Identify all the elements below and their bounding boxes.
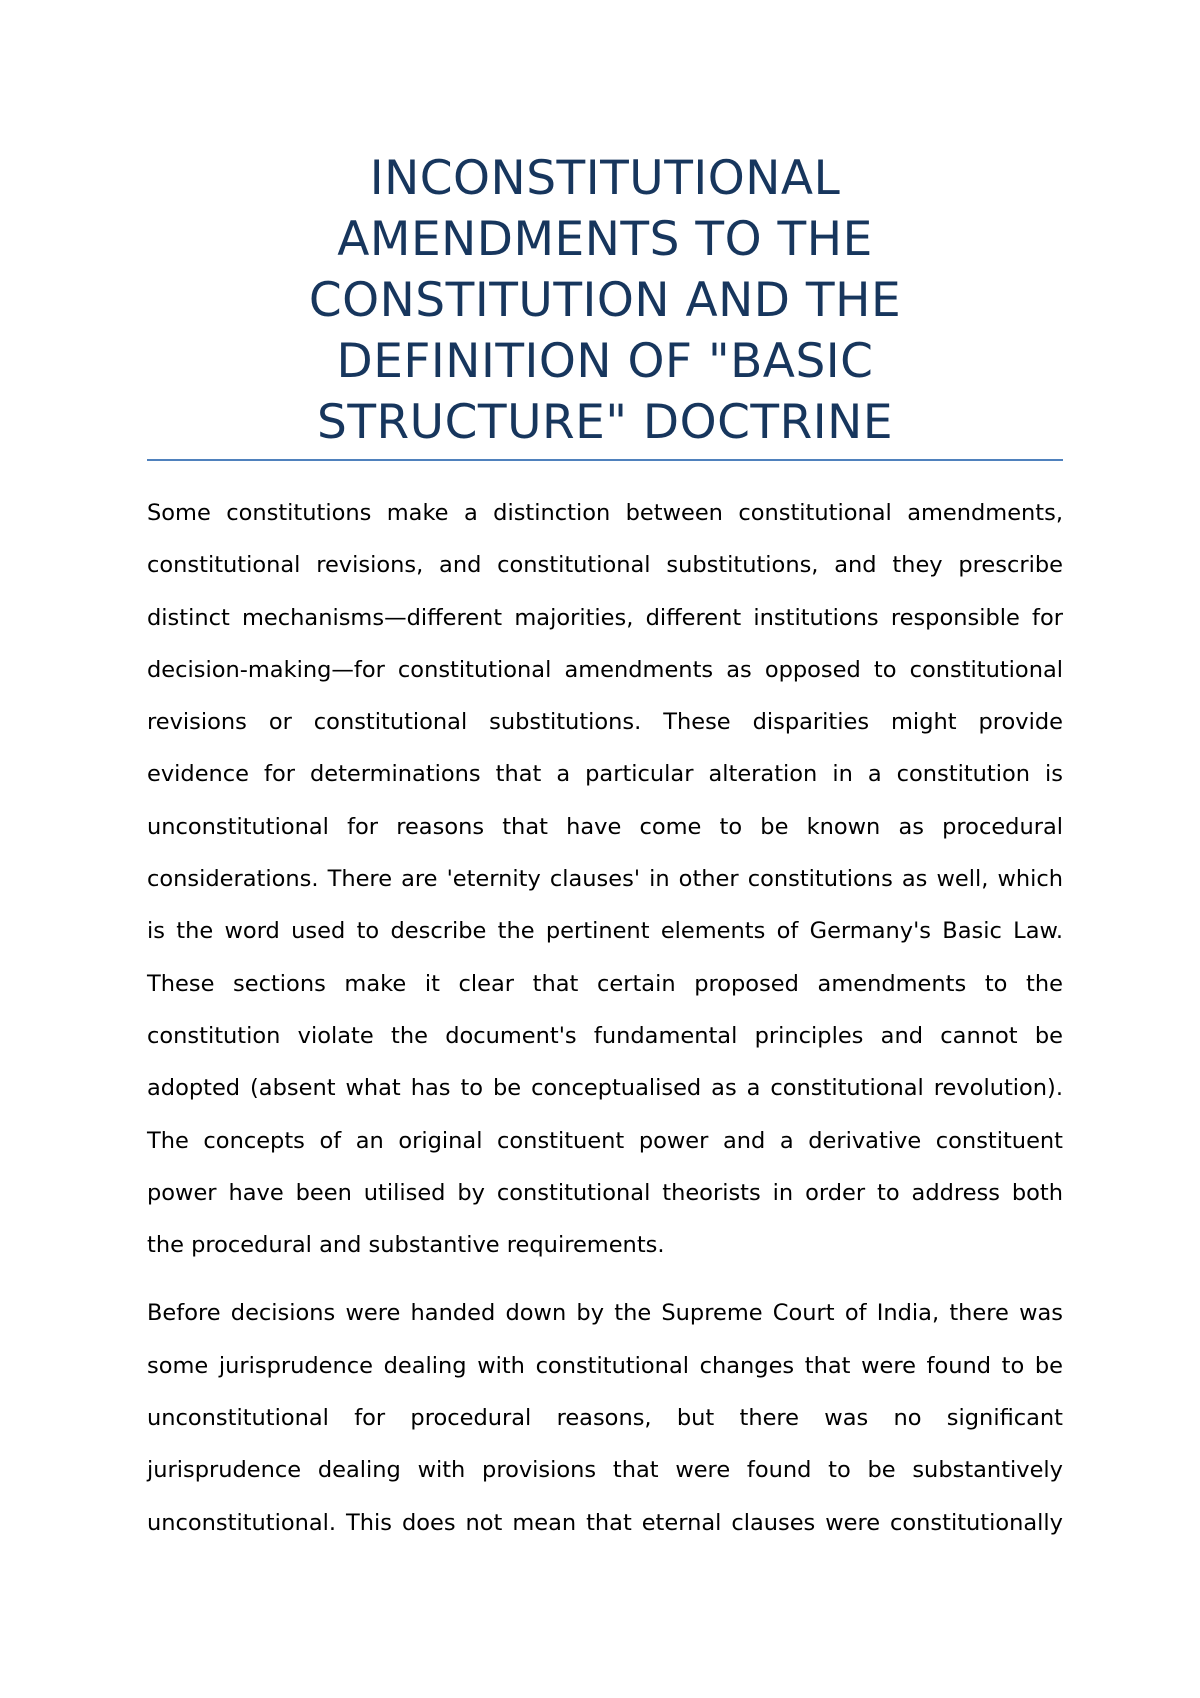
title-line: INCONSTITUTIONAL: [369, 151, 841, 206]
text-line: unconstitutional for procedural reasons, but there was no significant: [147, 1405, 1063, 1432]
text-line: distinct mechanisms—different majorities, different institutions responsible for: [147, 604, 1063, 631]
text-line: Before decisions were handed down by the Supreme Court of India, there was: [147, 1300, 1063, 1327]
paragraph-1: [147, 487, 1063, 1271]
paragraph-2: [147, 1287, 1063, 1548]
title-line: AMENDMENTS TO THE: [337, 212, 873, 267]
document-title: [147, 148, 1063, 453]
text-line: jurisprudence dealing with provisions that were found to be substantively: [147, 1457, 1063, 1484]
text-line: considerations. There are 'eternity clauses' in other constitutions as well, which: [147, 866, 1063, 893]
title-line: STRUCTURE" DOCTRINE: [316, 395, 894, 450]
text-line: constitution violate the document's fundamental principles and cannot be: [147, 1022, 1063, 1049]
text-line: Some constitutions make a distinction between constitutional amendments,: [147, 500, 1063, 526]
text-line: The concepts of an original constituent power and a derivative constituent: [147, 1127, 1063, 1154]
title-divider: [147, 459, 1063, 461]
text-line: revisions or constitutional substitutions. These disparities might provide: [147, 709, 1063, 736]
text-line: power have been utilised by constitutional theorists in order to address both: [147, 1179, 1063, 1206]
text-line: unconstitutional for reasons that have come to be known as procedural: [147, 813, 1063, 840]
text-line: evidence for determinations that a particular alteration in a constitution is: [147, 761, 1063, 788]
text-line: the procedural and substantive requirements.: [147, 1232, 665, 1259]
title-line: CONSTITUTION AND THE: [308, 273, 902, 328]
text-line: is the word used to describe the pertinent elements of Germany's Basic Law.: [147, 918, 1063, 945]
text-line: unconstitutional. This does not mean that eternal clauses were constitutionally: [147, 1509, 1063, 1536]
title-line: DEFINITION OF "BASIC: [336, 334, 874, 389]
text-line: some jurisprudence dealing with constitutional changes that were found to be: [147, 1352, 1063, 1379]
document-body: [147, 487, 1063, 1565]
text-line: constitutional revisions, and constitutional substitutions, and they prescribe: [147, 552, 1063, 579]
text-line: decision-making—for constitutional amendments as opposed to constitutional: [147, 656, 1063, 683]
text-line: These sections make it clear that certain proposed amendments to the: [147, 970, 1063, 997]
text-line: adopted (absent what has to be conceptualised as a constitutional revolution).: [147, 1075, 1063, 1102]
